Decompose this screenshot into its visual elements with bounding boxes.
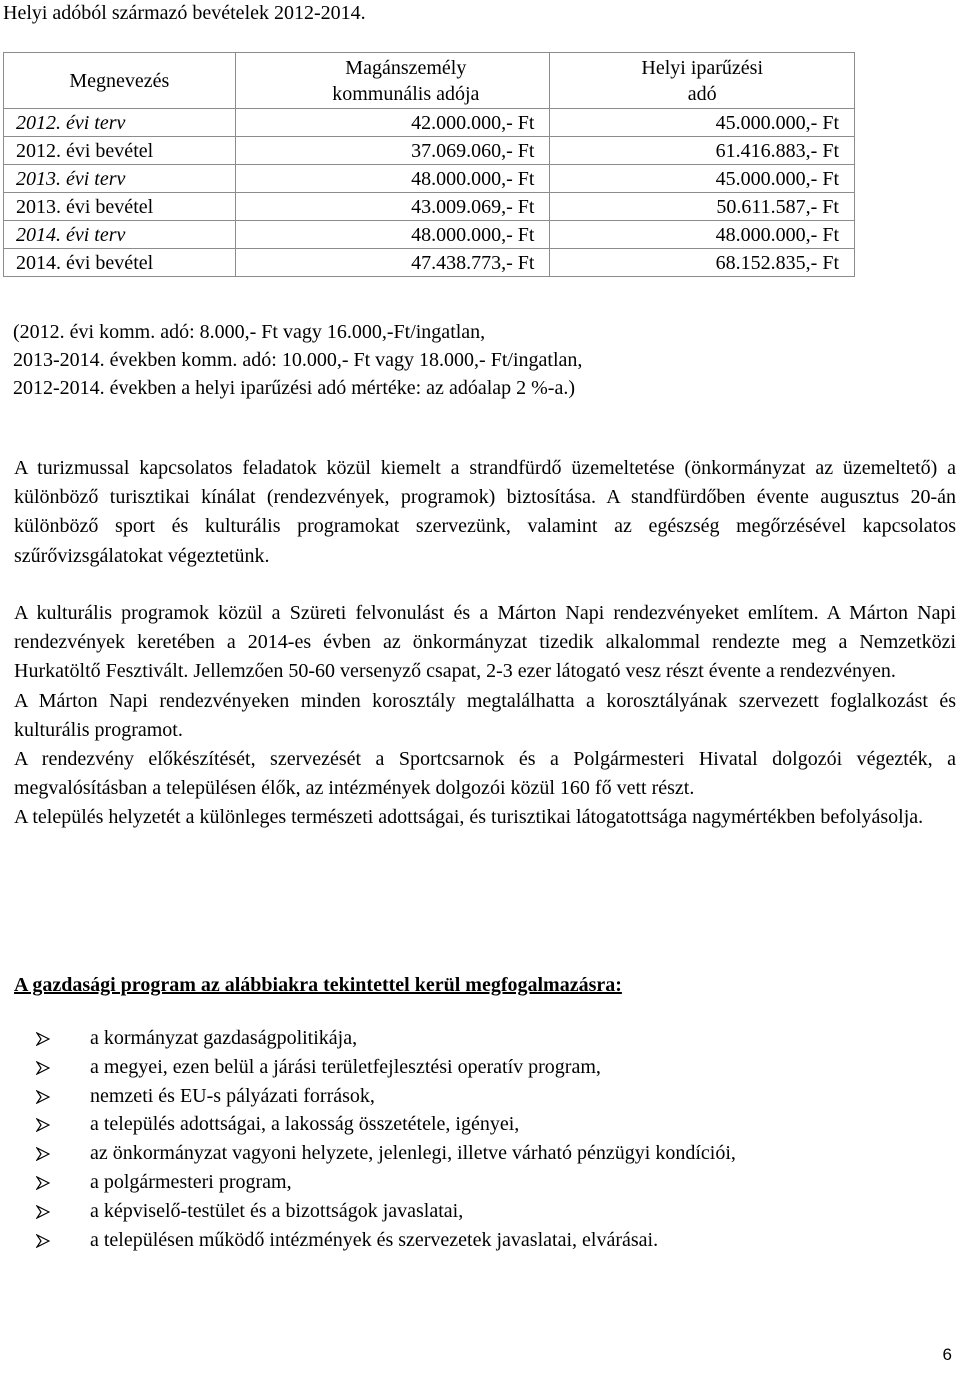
list-item — [14, 1110, 736, 1139]
table-row — [4, 249, 855, 277]
row-kommunalis-value: 47.438.773,- Ft — [235, 249, 550, 277]
header-iparuzesi-line2: adó — [687, 82, 717, 105]
row-iparuzesi-value: 45.000.000,- Ft — [550, 165, 855, 193]
row-kommunalis-value: 48.000.000,- Ft — [235, 221, 550, 249]
row-iparuzesi-value: 45.000.000,- Ft — [550, 109, 855, 137]
list-item-text: a kormányzat gazdaságpolitikája, — [90, 1027, 358, 1049]
arrowhead-bullet-icon — [36, 1061, 50, 1075]
table-header-row — [4, 53, 855, 109]
arrowhead-bullet-icon — [36, 1176, 50, 1190]
list-item-text: a megyei, ezen belül a járási területfejlesztési operatív program, — [90, 1055, 601, 1078]
list-item — [14, 1082, 736, 1111]
paragraph-organizers: A rendezvény előkészítését, szervezését a Sportcsarnok és a Polgármesteri Hivatal dolgozói végezték, a megvalósításban a településen élők, az intézmények dolgozói közül 160 fő vett részt. — [14, 748, 956, 800]
row-label: 2012. évi terv — [4, 109, 236, 137]
paragraph-natural-assets: A település helyzetét a különleges természeti adottságai, és turisztikai látogatottsága nagymértékben befolyásolja. — [14, 806, 924, 829]
header-kommunalis-line1: Magánszemély — [345, 56, 467, 79]
row-iparuzesi-value: 48.000.000,- Ft — [550, 221, 855, 249]
note-line: 2012-2014. években a helyi iparűzési adó mértéke: az adóalap 2 %-a.) — [13, 377, 575, 399]
header-kommunalis — [235, 53, 550, 109]
arrowhead-bullet-icon — [36, 1205, 50, 1219]
list-item-text: a polgármesteri program, — [90, 1170, 292, 1193]
arrowhead-bullet-icon — [36, 1118, 50, 1132]
paragraph-cultural-programs: A kulturális programok közül a Szüreti felvonulást és a Márton Napi rendezvényeket említem. A Márton Napi rendezvények keretében a 2014-es évben az önkormányzat tizedik alkalommal rendezte meg a Nemzetközi Hurkatöltő Fesztivált. Jellemzően 50-60 versenyző csapat, 2-3 ezer látogató vesz részt évente a rendezvényen. — [14, 602, 956, 683]
list-item — [14, 1226, 736, 1255]
row-kommunalis-value: 48.000.000,- Ft — [235, 165, 550, 193]
header-iparuzesi — [550, 53, 855, 109]
list-item-text: a településen működő intézmények és szervezetek javaslatai, elvárásai. — [90, 1228, 659, 1251]
header-name: Megnevezés — [4, 53, 236, 109]
arrowhead-bullet-icon — [36, 1147, 50, 1161]
table-row — [4, 193, 855, 221]
row-label: 2014. évi terv — [4, 221, 236, 249]
tax-revenue-table — [3, 52, 855, 277]
row-iparuzesi-value: 68.152.835,- Ft — [550, 249, 855, 277]
row-kommunalis-value: 37.069.060,- Ft — [235, 137, 550, 165]
bullet-list — [14, 1024, 736, 1254]
list-item — [14, 1053, 736, 1082]
paragraph-marton-napi: A Márton Napi rendezvényeken minden korosztály megtalálhatta a korosztályának szervezett foglalkozást és kulturális programot. — [14, 689, 956, 741]
arrowhead-bullet-icon — [36, 1032, 50, 1046]
row-label: 2013. évi terv — [4, 165, 236, 193]
header-iparuzesi-line1: Helyi iparűzési — [641, 56, 764, 79]
row-label: 2014. évi bevétel — [4, 249, 236, 277]
row-kommunalis-value: 42.000.000,- Ft — [235, 109, 550, 137]
page-title: Helyi adóból származó bevételek 2012-2014. — [3, 2, 366, 24]
row-iparuzesi-value: 61.416.883,- Ft — [550, 137, 855, 165]
arrowhead-bullet-icon — [36, 1090, 50, 1104]
list-item — [14, 1197, 736, 1226]
note-line: (2012. évi komm. adó: 8.000,- Ft vagy 16.000,-Ft/ingatlan, — [13, 321, 486, 343]
table-row — [4, 109, 855, 137]
table-row — [4, 137, 855, 165]
table-row — [4, 165, 855, 193]
list-item — [14, 1024, 736, 1053]
arrowhead-bullet-icon — [36, 1234, 50, 1248]
row-iparuzesi-value: 50.611.587,- Ft — [550, 193, 855, 221]
list-item-text: a település adottságai, a lakosság összetétele, igényei, — [90, 1113, 520, 1136]
section-heading: A gazdasági program az alábbiakra tekintettel kerül megfogalmazásra: — [14, 974, 622, 996]
header-kommunalis-line2: kommunális adója — [332, 82, 480, 105]
tax-rate-note — [13, 318, 913, 402]
note-line: 2013-2014. években komm. adó: 10.000,- Ft vagy 18.000,- Ft/ingatlan, — [13, 349, 583, 371]
list-item-text: nemzeti és EU-s pályázati források, — [90, 1084, 375, 1107]
table-row — [4, 221, 855, 249]
list-item-text: az önkormányzat vagyoni helyzete, jelenlegi, illetve várható pénzügyi kondíciói, — [90, 1142, 736, 1165]
list-item — [14, 1139, 736, 1168]
page-number: 6 — [942, 1345, 952, 1364]
paragraph-tourism: A turizmussal kapcsolatos feladatok közül kiemelt a strandfürdő üzemeltetése (önkormányzat az üzemeltető) a különböző turisztikai kínálat (rendezvények, programok) biztosítása. A standfürdőben évente augusztus 20-án különböző sport és kulturális programokat szervezünk, valamint az egészség megőrzésével kapcsolatos szűrővizsgálatokat végeztetünk. — [14, 457, 956, 567]
list-item — [14, 1168, 736, 1197]
row-label: 2013. évi bevétel — [4, 193, 236, 221]
row-kommunalis-value: 43.009.069,- Ft — [235, 193, 550, 221]
list-item-text: a képviselő-testület és a bizottságok javaslatai, — [90, 1199, 464, 1222]
row-label: 2012. évi bevétel — [4, 137, 236, 165]
paragraph-group-culture — [14, 599, 956, 833]
